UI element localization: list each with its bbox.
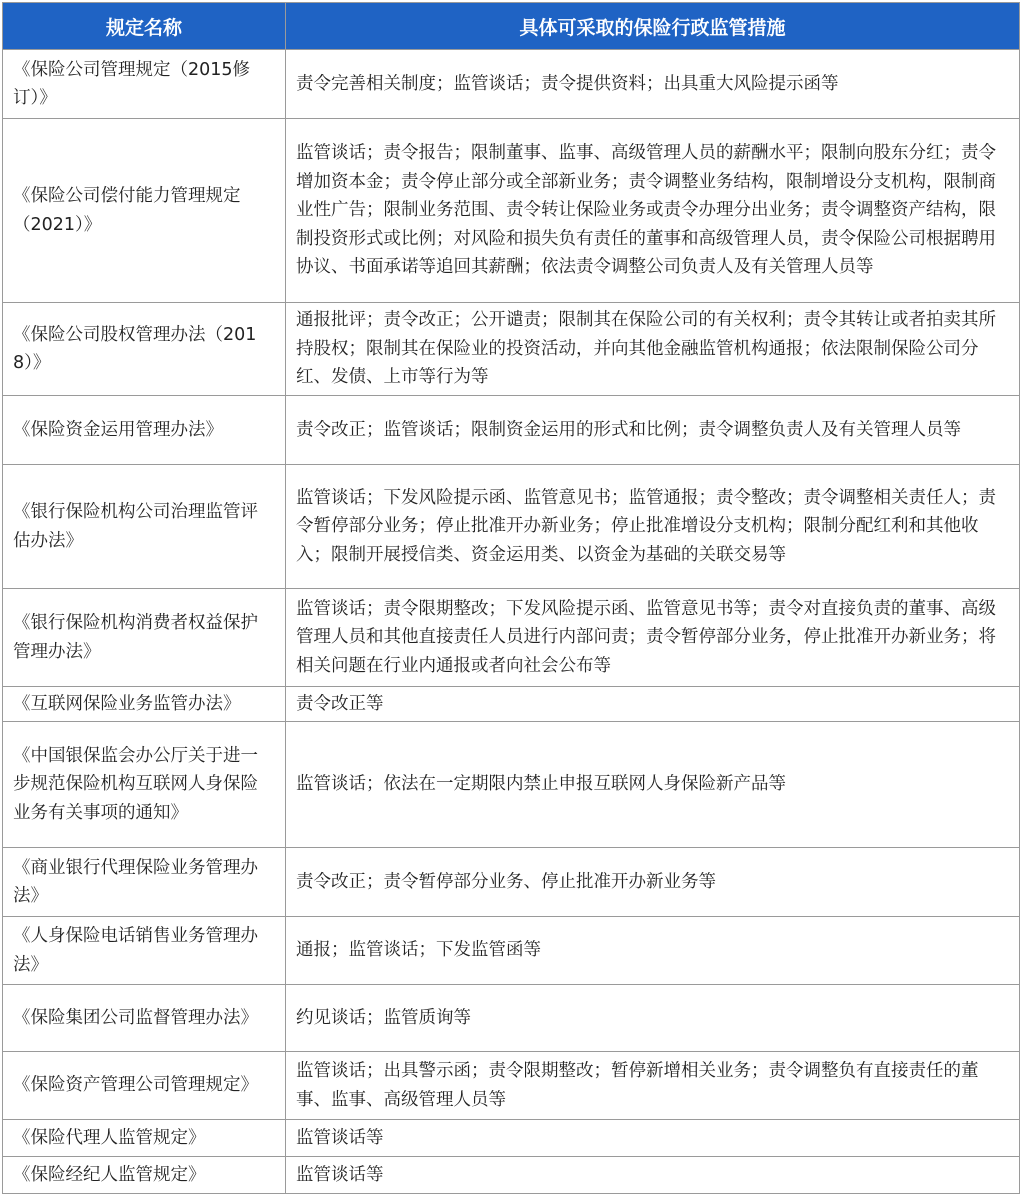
table-row (3, 1052, 1020, 1120)
measures-cell: 监管谈话；责令报告；限制董事、监事、高级管理人员的薪酬水平；限制向股东分红；责令增加资本金；责令停止部分或全部新业务；责令调整业务结构，限制增设分支机构，限制商业性广告；限制业务范围、责令转让保险业务或责令办理分出业务；责令调整资产结构，限制投资形式或比例；对风险和损失负有责任的董事和高级管理人员，责令保险公司根据聘用协议、书面承诺等追回其薪酬；依法责令调整公司负责人及有关管理人员等 (286, 119, 1020, 303)
header-regulation-name: 规定名称 (3, 3, 286, 50)
measures-cell: 监管谈话；出具警示函；责令限期整改；暂停新增相关业务；责令调整负有直接责任的董事、监事、高级管理人员等 (286, 1052, 1020, 1120)
measures-cell: 监管谈话；依法在一定期限内禁止申报互联网人身保险新产品等 (286, 722, 1020, 848)
table-row (3, 465, 1020, 589)
regulation-table-container (2, 2, 1019, 1194)
regulation-name-cell: 《互联网保险业务监管办法》 (3, 687, 286, 722)
table-row (3, 687, 1020, 722)
table-row (3, 589, 1020, 687)
table-row (3, 985, 1020, 1052)
header-supervision-measures: 具体可采取的保险行政监管措施 (286, 3, 1020, 50)
regulation-name-cell: 《中国银保监会办公厅关于进一步规范保险机构互联网人身保险业务有关事项的通知》 (3, 722, 286, 848)
measures-cell: 责令改正等 (286, 687, 1020, 722)
measures-cell: 监管谈话等 (286, 1120, 1020, 1157)
table-row (3, 722, 1020, 848)
measures-cell: 监管谈话；下发风险提示函、监管意见书；监管通报；责令整改；责令调整相关责任人；责令暂停部分业务；停止批准开办新业务；停止批准增设分支机构；限制分配红利和其他收入；限制开展授信类、资金运用类、以资金为基础的关联交易等 (286, 465, 1020, 589)
measures-cell: 监管谈话；责令限期整改；下发风险提示函、监管意见书等；责令对直接负责的董事、高级管理人员和其他直接责任人员进行内部问责；责令暂停部分业务，停止批准开办新业务；将相关问题在行业内通报或者向社会公布等 (286, 589, 1020, 687)
measures-cell: 责令改正；责令暂停部分业务、停止批准开办新业务等 (286, 848, 1020, 917)
table-row (3, 1157, 1020, 1194)
regulation-name-cell: 《银行保险机构消费者权益保护管理办法》 (3, 589, 286, 687)
regulation-name-cell: 《保险公司管理规定（2015修订）》 (3, 50, 286, 119)
regulation-name-cell: 《保险经纪人监管规定》 (3, 1157, 286, 1194)
regulation-name-cell: 《保险代理人监管规定》 (3, 1120, 286, 1157)
regulation-name-cell: 《银行保险机构公司治理监管评估办法》 (3, 465, 286, 589)
measures-cell: 监管谈话等 (286, 1157, 1020, 1194)
regulation-name-cell: 《保险资金运用管理办法》 (3, 396, 286, 465)
table-row (3, 50, 1020, 119)
regulation-name-cell: 《商业银行代理保险业务管理办法》 (3, 848, 286, 917)
regulation-name-cell: 《保险公司偿付能力管理规定（2021）》 (3, 119, 286, 303)
table-row (3, 303, 1020, 396)
table-row (3, 917, 1020, 985)
measures-cell: 责令完善相关制度；监管谈话；责令提供资料；出具重大风险提示函等 (286, 50, 1020, 119)
table-row (3, 119, 1020, 303)
regulation-name-cell: 《保险资产管理公司管理规定》 (3, 1052, 286, 1120)
table-row (3, 1120, 1020, 1157)
table-row (3, 848, 1020, 917)
regulation-name-cell: 《保险公司股权管理办法（2018）》 (3, 303, 286, 396)
table-header-row (3, 3, 1020, 50)
table-row (3, 396, 1020, 465)
measures-cell: 通报；监管谈话；下发监管函等 (286, 917, 1020, 985)
regulation-measures-table (2, 2, 1020, 1194)
measures-cell: 责令改正；监管谈话；限制资金运用的形式和比例；责令调整负责人及有关管理人员等 (286, 396, 1020, 465)
regulation-name-cell: 《人身保险电话销售业务管理办法》 (3, 917, 286, 985)
measures-cell: 通报批评；责令改正；公开谴责；限制其在保险公司的有关权利；责令其转让或者拍卖其所持股权；限制其在保险业的投资活动，并向其他金融监管机构通报；依法限制保险公司分红、发债、上市等行为等 (286, 303, 1020, 396)
regulation-name-cell: 《保险集团公司监督管理办法》 (3, 985, 286, 1052)
measures-cell: 约见谈话；监管质询等 (286, 985, 1020, 1052)
